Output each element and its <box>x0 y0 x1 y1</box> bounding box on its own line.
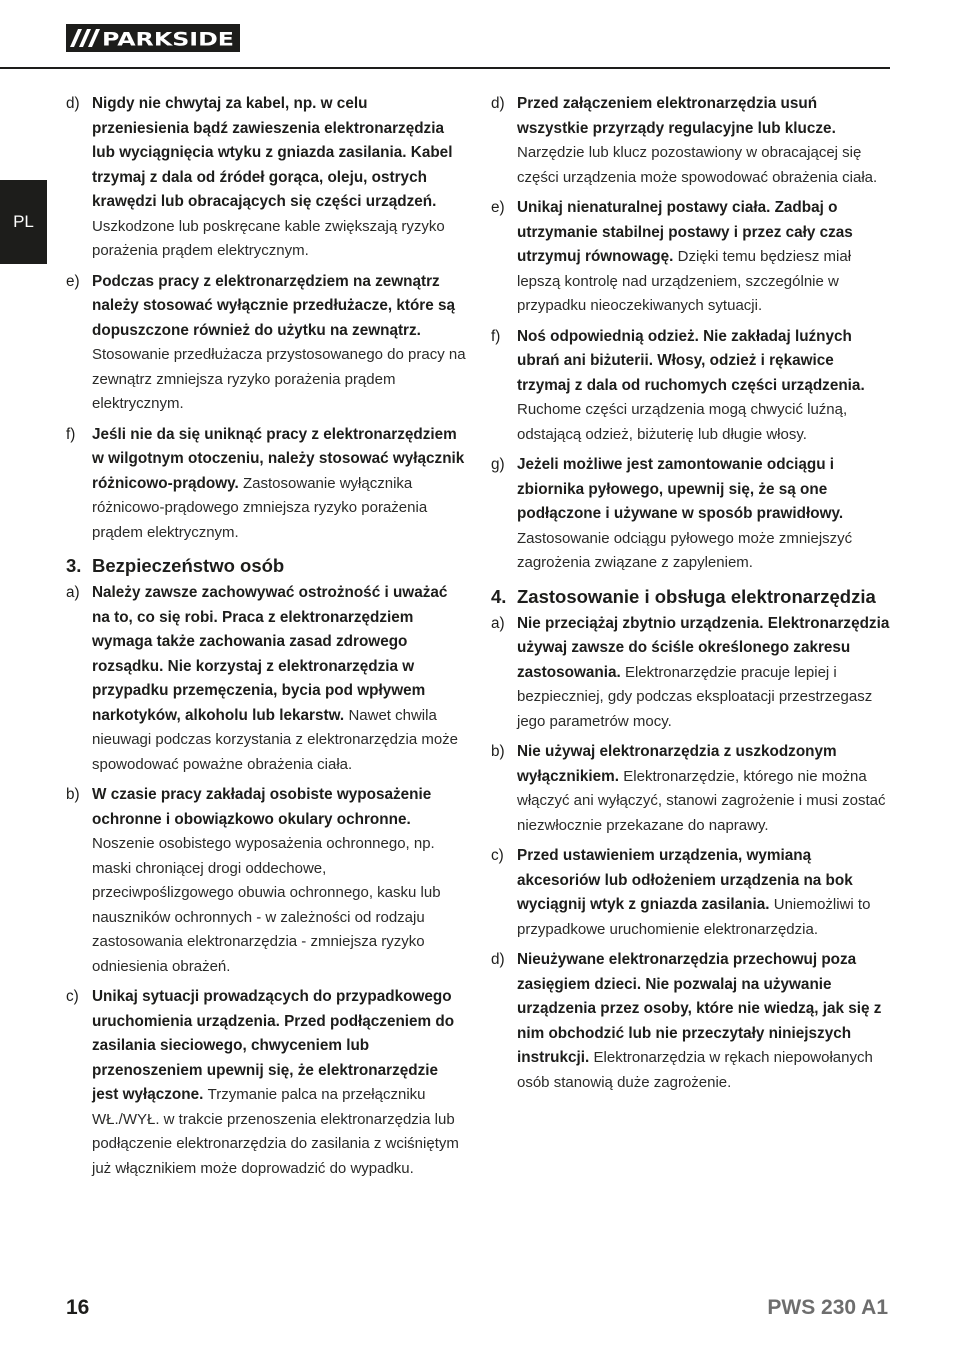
list-item <box>491 196 891 319</box>
list-item <box>491 948 891 1095</box>
item-normal-text: Nawet chwila nieuwagi podczas korzystania z elektronarzędzia może spowodować poważne obrażenia ciała. <box>92 706 459 773</box>
item-normal-text: Dzięki temu będziesz miał lepszą kontrolę nad urządzeniem, szczególnie w przypadku nieoczekiwanych sytuacji. <box>517 248 852 314</box>
item-text <box>92 985 466 1181</box>
item-normal-text: Elektronarzędzia w rękach niepowołanych osób stanowią duże zagrożenie. <box>517 1049 873 1091</box>
item-letter: e) <box>491 199 505 216</box>
item-letter: d) <box>491 951 505 968</box>
model-number: PWS 230 A1 <box>767 1296 888 1319</box>
item-bold-text: Przed załączeniem elektronarzędzia usuń wszystkie przyrządy regulacyjne lub klucze. <box>517 95 836 137</box>
item-bold-text: Nigdy nie chwytaj za kabel, np. w celu przeniesienia bądź zawieszenia elektronarzędzia lub wyciągnięcia wtyku z gniazda zasilania. Kabel trzymaj z dala od źródeł gorąca, oleju, ostrych krawędzi lub obracających się części urządzeń. <box>92 95 453 210</box>
item-letter: b) <box>491 743 505 760</box>
item-text <box>92 92 466 264</box>
list-item <box>491 453 891 576</box>
item-letter: a) <box>491 614 505 632</box>
item-letter: b) <box>66 786 80 803</box>
item-letter: d) <box>491 95 505 112</box>
item-bold-text: Jeśli nie da się uniknąć pracy z elektronarzędziem w wilgotnym otoczeniu, należy stosować wyłącznik różnicowo-prądowy. <box>92 425 465 492</box>
section-heading-3 <box>66 553 466 579</box>
item-text <box>517 948 891 1095</box>
item-letter: a) <box>66 584 80 601</box>
item-text <box>517 196 891 319</box>
item-text <box>92 783 466 979</box>
left-items-after <box>66 581 466 1181</box>
item-letter: c) <box>491 847 504 864</box>
item-text <box>517 844 891 942</box>
list-item <box>66 783 466 979</box>
item-bold-text: Jeżeli możliwe jest zamontowanie odciągu i zbiornika pyłowego, upewnij się, że są one podłączone i używane w sposób prawidłowy. <box>517 456 844 522</box>
item-letter: g) <box>491 456 505 473</box>
right-items-before <box>491 92 891 576</box>
left-column <box>66 92 466 1187</box>
item-normal-text: Ruchome części urządzenia mogą chwycić luźną, odstającą odzież, biżuterię lub długie włosy. <box>517 401 848 443</box>
list-item <box>66 270 466 417</box>
section-title: Bezpieczeństwo osób <box>92 555 285 576</box>
left-items-before <box>66 92 466 545</box>
item-text <box>517 325 891 448</box>
right-column <box>491 92 891 1101</box>
item-bold-text: Należy zawsze zachowywać ostrożność i uważać na to, co się robi. Praca z elektronarzędziem wymaga także zachowania zasad zdrowego rozsądku. Nie korzystaj z elektronarzędzia w przypadku przemęczenia, bycia pod wpływem narkotyków, alkoholu lub lekarstw. <box>92 584 448 724</box>
item-bold-text: Nie przeciążaj zbytnio urządzenia. Elektronarzędzia używaj zawsze do ściśle określonego zakresu zastosowania. <box>517 614 890 681</box>
right-items-after <box>491 612 891 1096</box>
item-normal-text: Noszenie osobistego wyposażenia ochronnego, np. maski chroniącej drogi oddechowe, przeciwpoślizgowego obuwia ochronnego, kasku lub nauszników ochronnych - w zależności od rodzaju zastosowania elektronarzędzia - zmniejsza ryzyko odniesienia obrażeń. <box>92 835 441 975</box>
list-item <box>491 844 891 942</box>
item-bold-text: Noś odpowiednią odzież. Nie zakładaj luźnych ubrań ani biżuterii. Włosy, odzież i rękawice trzymaj z dala od ruchomych części urządzenia. <box>517 327 865 394</box>
item-letter: e) <box>66 272 80 290</box>
section-number: 4. <box>491 585 507 607</box>
item-bold-text: Podczas pracy z elektronarzędziem na zewnątrz należy stosować wyłącznie przedłużacze, które są dopuszczone również do użytku na zewnątrz. <box>92 272 456 339</box>
item-text <box>92 270 466 417</box>
item-normal-text: Uszkodzone lub poskręcane kable zwiększają ryzyko porażenia prądem elektrycznym. <box>92 217 445 259</box>
item-letter: d) <box>66 95 80 112</box>
item-normal-text: Elektronarzędzie, którego nie można włączyć ani wyłączyć, stanowi zagrożenie i musi zostać niezwłocznie przekazane do naprawy. <box>517 767 886 834</box>
list-item <box>491 325 891 448</box>
item-normal-text: Uniemożliwi to przypadkowe uruchomienie elektronarzędzia. <box>517 896 871 938</box>
parkside-logo <box>66 24 240 52</box>
item-bold-text: Przed ustawieniem urządzenia, wymianą akcesoriów lub odłożeniem urządzenia na bok wyciągnij wtyk z gniazda zasilania. <box>517 847 853 913</box>
brand-name: PARKSIDE <box>102 29 234 51</box>
page-number: 16 <box>66 1296 90 1319</box>
list-item <box>66 92 466 264</box>
item-normal-text: Stosowanie przedłużacza przystosowanego do pracy na zewnątrz zmniejsza ryzyko porażenia prądem elektrycznym. <box>92 346 466 412</box>
item-normal-text: Zastosowanie odciągu pyłowego może zmniejszyć zagrożenia związane z zapyleniem. <box>517 529 853 571</box>
section-title: Zastosowanie i obsługa elektronarzędzia <box>517 585 876 607</box>
item-letter: f) <box>66 425 76 443</box>
item-bold-text: Unikaj sytuacji prowadzących do przypadkowego uruchomienia urządzenia. Przed podłączeniem do zasilania sieciowego, chwyceniem lub przenoszeniem upewnij się, że elektronarzędzie jest wyłączone. <box>92 988 455 1103</box>
item-normal-text: Trzymanie palca na przełączniku WŁ./WYŁ. w trakcie przenoszenia elektronarzędzia lub podłączenie elektronarzędzia do zasilania z wciśniętym już włącznikiem może doprowadzić do wypadku. <box>92 1086 459 1177</box>
item-text <box>92 423 466 546</box>
item-normal-text: Narzędzie lub klucz pozostawiony w obracającej się części urządzenia może spowodować obrażenia ciała. <box>517 144 878 186</box>
list-item <box>491 740 891 838</box>
item-normal-text: Elektronarzędzie pracuje lepiej i bezpieczniej, gdy podczas eksploatacji przestrzegasz jego parametrów mocy. <box>517 663 873 730</box>
item-text <box>92 581 466 777</box>
section-heading-4 <box>491 584 891 610</box>
list-item <box>66 985 466 1181</box>
item-bold-text: Nieużywane elektronarzędzia przechowuj poza zasięgiem dzieci. Nie pozwalaj na używanie urządzenia przez osoby, które nie wiedzą, jak się z nim obchodzić lub nie przeczytały niniejszych instrukcji. <box>517 951 882 1066</box>
item-text <box>517 92 891 190</box>
list-item <box>491 92 891 190</box>
item-normal-text: Zastosowanie wyłącznika różnicowo-prądowego zmniejsza ryzyko porażenia prądem elektrycznym. <box>92 474 428 541</box>
item-letter: c) <box>66 988 79 1005</box>
item-bold-text: W czasie pracy zakładaj osobiste wyposażenie ochronne i obowiązkowo okulary ochronne. <box>92 786 432 828</box>
item-text <box>517 453 891 576</box>
item-bold-text: Unikaj nienaturalnej postawy ciała. Zadbaj o utrzymanie stabilnej postawy i przez cały czas utrzymuj równowagę. <box>517 199 853 265</box>
section-number: 3. <box>66 555 82 576</box>
list-item <box>66 423 466 546</box>
header-rule <box>0 67 890 69</box>
item-text <box>517 612 891 735</box>
item-bold-text: Nie używaj elektronarzędzia z uszkodzonym wyłącznikiem. <box>517 743 837 785</box>
item-text <box>517 740 891 838</box>
item-letter: f) <box>491 327 501 345</box>
list-item <box>66 581 466 777</box>
language-tab: PL <box>0 180 47 264</box>
list-item <box>491 612 891 735</box>
